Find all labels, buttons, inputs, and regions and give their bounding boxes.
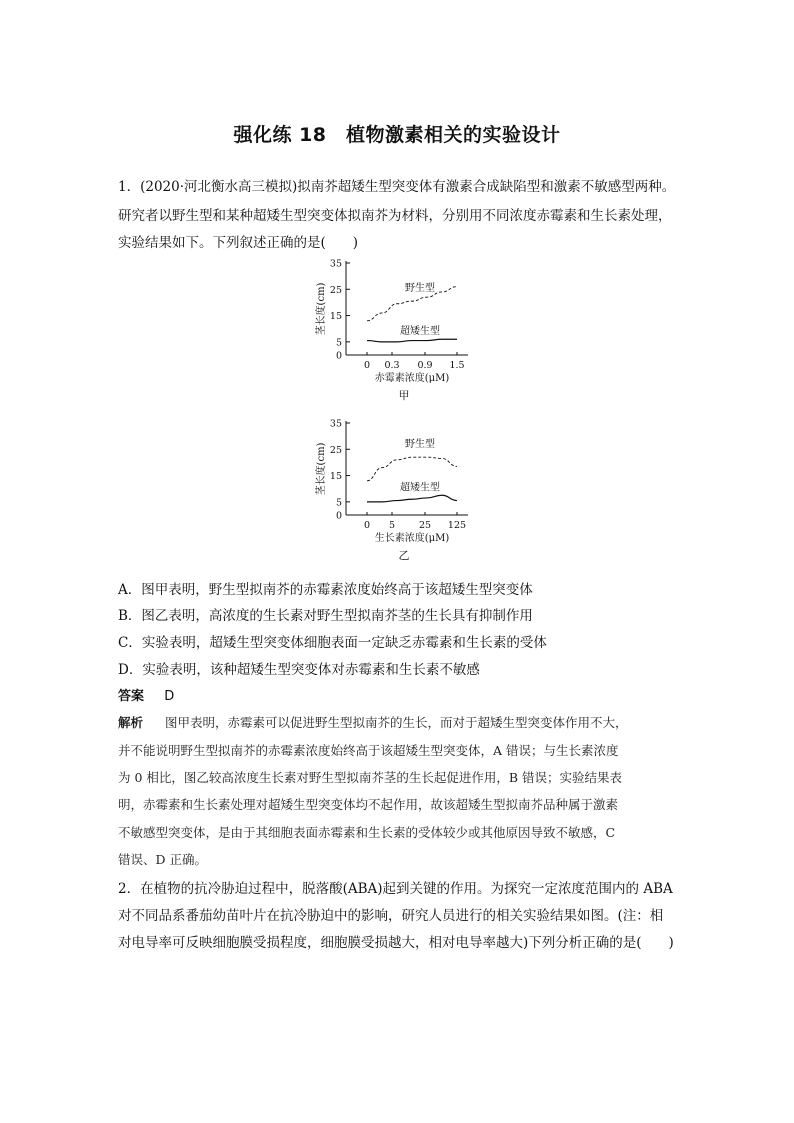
- x-tick-label: 0: [363, 360, 371, 371]
- question-2-text-line-2: 对不同品系番茄幼苗叶片在抗冷胁迫中的影响，研究人员进行的相关实验结果如图。(注：相: [118, 908, 664, 924]
- explanation-line-1: [118, 713, 628, 731]
- series-line-dwarf: [367, 339, 457, 342]
- explanation-line-4: 明，赤霉素和生长素处理对超矮生型突变体均不起作用，故该超矮生型拟南芥品种属于激素: [118, 797, 619, 812]
- explanation-line-3: 为 0 相比，图乙较高浓度生长素对野生型拟南芥茎的生长起促进作用，B 错误；实验结果表: [118, 770, 623, 785]
- x-axis-label: 生长素浓度(μM): [374, 533, 450, 544]
- page-title: 强化练 18 植物激素相关的实验设计: [233, 124, 561, 146]
- x-tick-label: 0.3: [384, 360, 400, 371]
- y-tick-label: 5: [335, 497, 342, 509]
- option-b: B．图乙表明，高浓度的生长素对野生型拟南芥茎的生长具有抑制作用: [118, 608, 533, 624]
- explanation-label: 解析: [118, 715, 144, 730]
- chart-caption: 甲: [398, 389, 410, 402]
- y-tick-label: 25: [329, 284, 342, 296]
- explanation-line-6: 错误、D 正确。: [118, 852, 207, 867]
- explanation-text: 图甲表明，赤霉素可以促进野生型拟南芥的生长，而对于超矮生型突变体作用不大，: [164, 715, 628, 730]
- y-tick-label: 0: [335, 510, 342, 522]
- chart-jia: [0, 255, 794, 405]
- x-axis-label: 赤霉素浓度(μM): [374, 373, 450, 384]
- question-1-text-line-3: 实验结果如下。下列叙述正确的是( ): [118, 235, 359, 251]
- series-label: 野生型: [405, 283, 435, 295]
- y-tick-label: 0: [335, 350, 342, 362]
- y-tick-label: 15: [329, 311, 342, 323]
- answer-line: [118, 685, 174, 704]
- series-line-dwarf: [367, 495, 457, 502]
- y-tick-label: 15: [329, 471, 342, 483]
- x-tick-label: 25: [418, 520, 432, 531]
- option-d: D．实验表明，该种超矮生型突变体对赤霉素和生长素不敏感: [118, 662, 480, 678]
- x-tick-label: 0: [363, 520, 371, 531]
- y-tick-label: 25: [329, 444, 342, 456]
- answer-label: 答案: [118, 689, 145, 704]
- answer-value: D: [164, 689, 175, 704]
- y-axis-label: 茎长度(cm): [316, 442, 327, 496]
- x-tick-label: 125: [447, 520, 467, 531]
- series-label: 野生型: [405, 439, 435, 451]
- series-line-wild-type: [367, 457, 457, 481]
- y-tick-label: 35: [329, 418, 342, 430]
- question-1-text-line-1: 1．(2020·河北衡水高三模拟)拟南芥超矮生型突变体有激素合成缺陷型和激素不敏感型两种。: [118, 179, 676, 195]
- series-label: 超矮生型: [400, 482, 440, 494]
- question-1-text-line-2: 研究者以野生型和某种超矮生型突变体拟南芥为材料，分别用不同浓度赤霉素和生长素处理，: [118, 208, 672, 224]
- chart-caption: 乙: [398, 549, 410, 562]
- question-2-text-line-1: 2．在植物的抗冷胁迫过程中，脱落酸(ABA)起到关键的作用。为探究一定浓度范围内的 ABA: [118, 881, 673, 897]
- x-tick-label: 0.9: [417, 360, 433, 371]
- x-tick-label: 5: [388, 520, 396, 531]
- explanation-line-2: 并不能说明野生型拟南芥的赤霉素浓度始终高于该超矮生型突变体，A 错误；与生长素浓度: [118, 743, 619, 758]
- option-c: C．实验表明，超矮生型突变体细胞表面一定缺乏赤霉素和生长素的受体: [118, 635, 547, 651]
- series-label: 超矮生型: [400, 326, 440, 338]
- question-2-text-line-3: 对电导率可反映细胞膜受损程度，细胞膜受损越大，相对电导率越大)下列分析正确的是( ): [118, 935, 674, 951]
- y-axis-label: 茎长度(cm): [316, 282, 327, 336]
- y-tick-label: 5: [335, 337, 342, 349]
- y-tick-label: 35: [329, 258, 342, 270]
- x-tick-label: 1.5: [449, 360, 465, 371]
- option-a: A．图甲表明，野生型拟南芥的赤霉素浓度始终高于该超矮生型突变体: [118, 582, 533, 598]
- explanation-line-5: 不敏感型突变体，是由于其细胞表面赤霉素和生长素的受体较少或其他原因导致不敏感，C: [118, 825, 616, 840]
- chart-yi: [0, 415, 794, 565]
